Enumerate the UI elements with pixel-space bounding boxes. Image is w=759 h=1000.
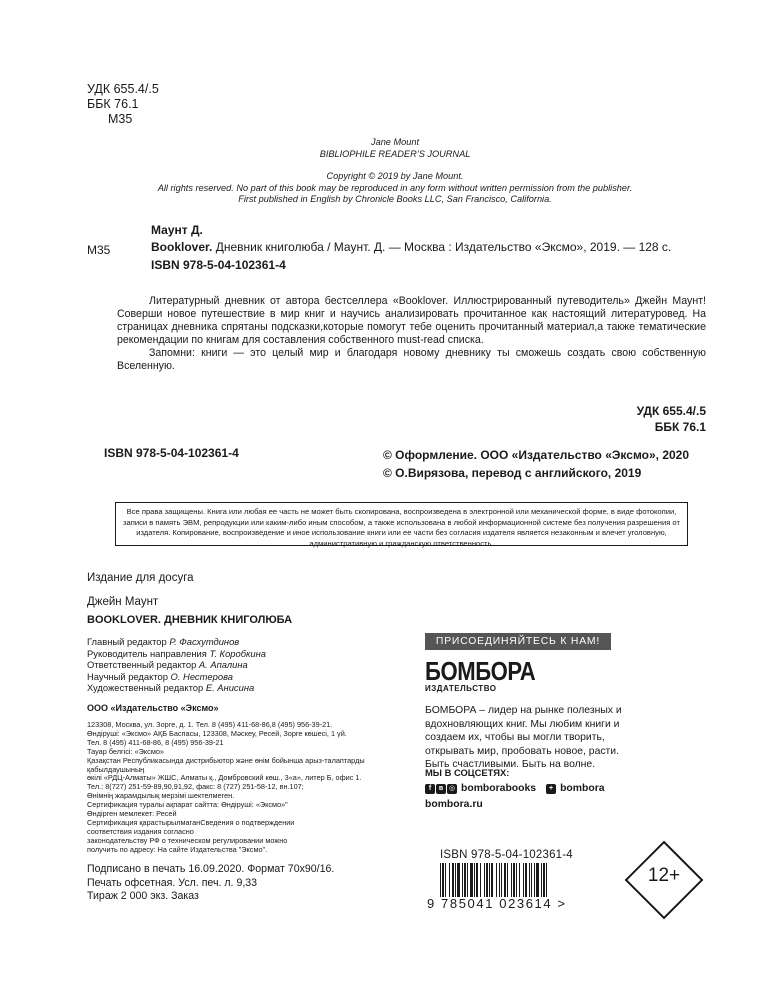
plus-icon: +	[546, 784, 556, 794]
barcode-bar	[476, 863, 478, 897]
print-info	[87, 863, 334, 904]
address-line: 123308, Москва, ул. Зорге, д. 1. Тел. 8 (495) 411-68-86,8 (495) 956-39-21.	[87, 720, 333, 729]
annotation-paragraph-2: Запомни: книги — это целый мир и благодаря новому дневнику ты сможешь создать свою собственную Вселенную.	[117, 347, 706, 372]
address-line: Тел. 8 (495) 411-68-86, 8 (495) 956-39-21	[87, 737, 224, 747]
imprint-author: Джейн Маунт	[87, 596, 159, 608]
barcode-bar	[541, 863, 542, 897]
social-handle-bomborabooks: bomborabooks	[461, 783, 537, 794]
bbk-code: ББК 76.1	[87, 97, 139, 111]
original-first-published: First published in English by Chronicle Books LLC, San Francisco, California.	[238, 194, 552, 204]
biblio-isbn: ISBN 978-5-04-102361-4	[151, 258, 286, 272]
editor-line	[87, 671, 266, 683]
barcode-bar	[452, 863, 454, 897]
address-line: Өнімнің жарамдылық мерзімі шектелмеген.	[87, 791, 235, 801]
barcode-bar	[511, 863, 512, 897]
address-line: Сертификация туралы ақпарат сайтта: Өндіруші: «Эксмо»"	[87, 800, 288, 810]
isbn-main: ISBN 978-5-04-102361-4	[104, 446, 239, 460]
barcode-bar	[534, 863, 535, 897]
editor-role: Художественный редактор	[87, 682, 204, 694]
edition-type: Издание для досуга	[87, 572, 194, 584]
biblio-author: Маунт Д.	[151, 223, 203, 237]
join-us-banner: ПРИСОЕДИНЯЙТЕСЬ К НАМ!	[425, 633, 611, 650]
barcode-bar	[489, 863, 490, 897]
print-signed: Подписано в печать 16.09.2020. Формат 70x90/16.	[87, 863, 335, 875]
barcode-bar	[513, 863, 515, 897]
editor-name: Т. Коробкина	[209, 647, 267, 659]
biblio-title-rest: Дневник книголюба / Маунт. Д. — Москва : Издательство «Эксмо», 2019. — 128 с.	[212, 240, 672, 254]
editor-role: Главный редактор	[87, 636, 167, 647]
barcode-bar	[486, 863, 488, 897]
bombora-website: bombora.ru	[425, 799, 483, 810]
barcode-bar	[442, 863, 444, 897]
udk-block-right	[637, 403, 706, 435]
original-edition-info	[150, 137, 640, 206]
publisher-name: ООО «Издательство «Эксмо»	[87, 703, 219, 713]
editor-line	[87, 659, 266, 671]
social-heading: МЫ В СОЦСЕТЯХ:	[425, 767, 510, 778]
editor-name: А. Апалина	[198, 659, 248, 671]
social-handle-bombora: bombora	[560, 783, 605, 794]
editor-name: Е. Анисина	[205, 682, 255, 694]
barcode-bar	[440, 863, 441, 897]
bombora-logo: БОМБОРА	[425, 656, 536, 686]
bbk-code-right: ББК 76.1	[654, 420, 706, 434]
imprint-title: BOOKLOVER. ДНЕВНИК КНИГОЛЮБА	[87, 614, 293, 626]
barcode-bar	[464, 863, 466, 897]
barcode-bar	[501, 863, 502, 897]
barcode-bar	[529, 863, 530, 897]
bombora-subtitle: ИЗДАТЕЛЬСТВО	[425, 684, 497, 693]
editor-line	[87, 648, 266, 660]
biblio-author-mark: М35	[87, 243, 111, 257]
barcode-bar	[523, 863, 524, 897]
barcode-bar	[457, 863, 460, 897]
print-run: Тираж 2 000 экз. Заказ	[87, 890, 199, 902]
barcode-bar	[543, 863, 545, 897]
udk-block-top	[87, 82, 159, 127]
udk-code: УДК 655.4/.5	[87, 82, 159, 96]
original-rights: All rights reserved. No part of this book may be reproduced in any form without written permission from the publisher.	[157, 182, 633, 193]
barcode-bar	[516, 863, 517, 897]
annotation-paragraph-1: Литературный дневник от автора бестселлера «Booklover. Иллюстрированный путеводитель» Джейн Маунт! Соверши новое путешествие в мир книг и научись анализировать прочитанное как настоящий литературовед. На страницах дневника спрятаны подсказки,которые помогут тебе оценить прочитанный материал,а также тематические рекомендации по книгам для составления собственного must-read списка.	[117, 295, 706, 346]
barcode-bar	[546, 863, 547, 897]
barcode-bar	[474, 863, 475, 897]
barcode-bar	[484, 863, 485, 897]
barcode-bar	[455, 863, 456, 897]
editor-line	[87, 682, 266, 694]
editor-role: Руководитель направления	[87, 647, 207, 659]
editor-name: Р. Фасхутдинов	[169, 636, 240, 647]
barcode-bar	[480, 863, 481, 897]
bibliographic-record	[151, 222, 671, 274]
original-title: BIBLIOPHILE READER’S JOURNAL	[319, 148, 471, 159]
author-mark: М35	[108, 112, 133, 126]
editor-role: Ответственный редактор	[87, 659, 197, 671]
editor-line	[87, 636, 266, 648]
barcode-bar	[536, 863, 539, 897]
copyright-block	[383, 446, 689, 482]
barcode-bar	[445, 863, 446, 897]
barcode-bar	[491, 863, 493, 897]
facebook-icon: f	[425, 784, 435, 794]
address-line: Өндіруші: «Эксмо» АҚБ Баспасы, 123308, Мәскеу, Ресей, Зорге көшесі, 1 үй.	[87, 728, 347, 738]
bombora-description: БОМБОРА – лидер на рынке полезных и вдохновляющих книг. Мы любим книги и создаем их, чтобы вы могли творить, открывать мир, пробовать новое, расти. Быть счастливыми. Быть на волне.	[425, 705, 622, 770]
address-line: Тауар белгісі: «Эксмо»	[87, 746, 164, 756]
barcode-bar	[499, 863, 500, 897]
address-line: соответствия издания согласно	[87, 826, 194, 836]
barcode-bar	[449, 863, 450, 897]
barcode-bar	[525, 863, 527, 897]
annotation	[117, 295, 706, 373]
barcode-bar	[467, 863, 468, 897]
barcode-bar	[504, 863, 506, 897]
address-line: Өндірген мемлекет: Ресей	[87, 809, 177, 819]
address-line: получить по адресу: На сайте Издательства "Эксмо".	[87, 844, 268, 854]
original-copyright: Copyright © 2019 by Jane Mount.	[326, 171, 464, 181]
biblio-title-bold: Booklover.	[151, 240, 213, 254]
address-line: өкілі «РДЦ-Алматы» ЖШС, Алматы қ., Домбровский көш., 3«а», литер Б, офис 1.	[87, 773, 362, 783]
rights-notice-box: Все права защищены. Книга или любая ее часть не может быть скопирована, воспроизведена в электронной или механической форме, в виде фотокопии, записи в память ЭВМ, репродукции или каким-либо иным способом, а также использована в любой информационной системе без получения разрешения от издателя. Копирование, воспроизведение и иное использование книги или ее части без согласия издателя является незаконным и влечет уголовную, административную и гражданскую ответственность.	[115, 502, 688, 546]
age-rating-label: 12+	[647, 865, 681, 886]
social-links	[425, 783, 615, 794]
vk-icon: в	[436, 784, 446, 794]
print-method: Печать офсетная. Усл. печ. л. 9,33	[87, 876, 258, 889]
copyright-design: © Оформление. ООО «Издательство «Эксмо», 2020	[383, 448, 690, 462]
barcode-isbn: ISBN 978-5-04-102361-4	[440, 849, 573, 861]
original-author: Jane Mount	[370, 137, 419, 147]
barcode-bar	[531, 863, 532, 897]
barcode-bar	[507, 863, 508, 897]
editor-role: Научный редактор	[87, 670, 168, 682]
biblio-title-line	[151, 239, 671, 256]
instagram-icon: ◎	[448, 784, 456, 792]
publisher-addresses	[87, 721, 367, 855]
barcode-bar	[496, 863, 497, 897]
barcode-bar	[519, 863, 520, 897]
barcode-bar	[462, 863, 463, 897]
address-line: Қазақстан Республикасында дистрибьютор және өнім бойынша арыз-талаптарды қабылдаушының	[87, 755, 365, 774]
udk-code-right: УДК 655.4/.5	[636, 404, 706, 418]
editor-name: О. Нестерова	[170, 670, 233, 682]
barcode-bar	[470, 863, 473, 897]
address-line: законодательству РФ о техническом регулировании можно	[87, 835, 288, 845]
copyright-translation: © О.Вирязова, перевод с английского, 2019	[383, 466, 642, 480]
barcode-digits: 9 785041 023614 >	[427, 896, 567, 911]
address-line: Тел.: 8(727) 251-59-89,90,91,92, факс: 8 (727) 251-58-12, вн.107;	[87, 782, 304, 792]
editors-list	[87, 636, 266, 694]
address-line: Сертификация қарастырылмаганСведения о подтверждении	[87, 817, 295, 827]
